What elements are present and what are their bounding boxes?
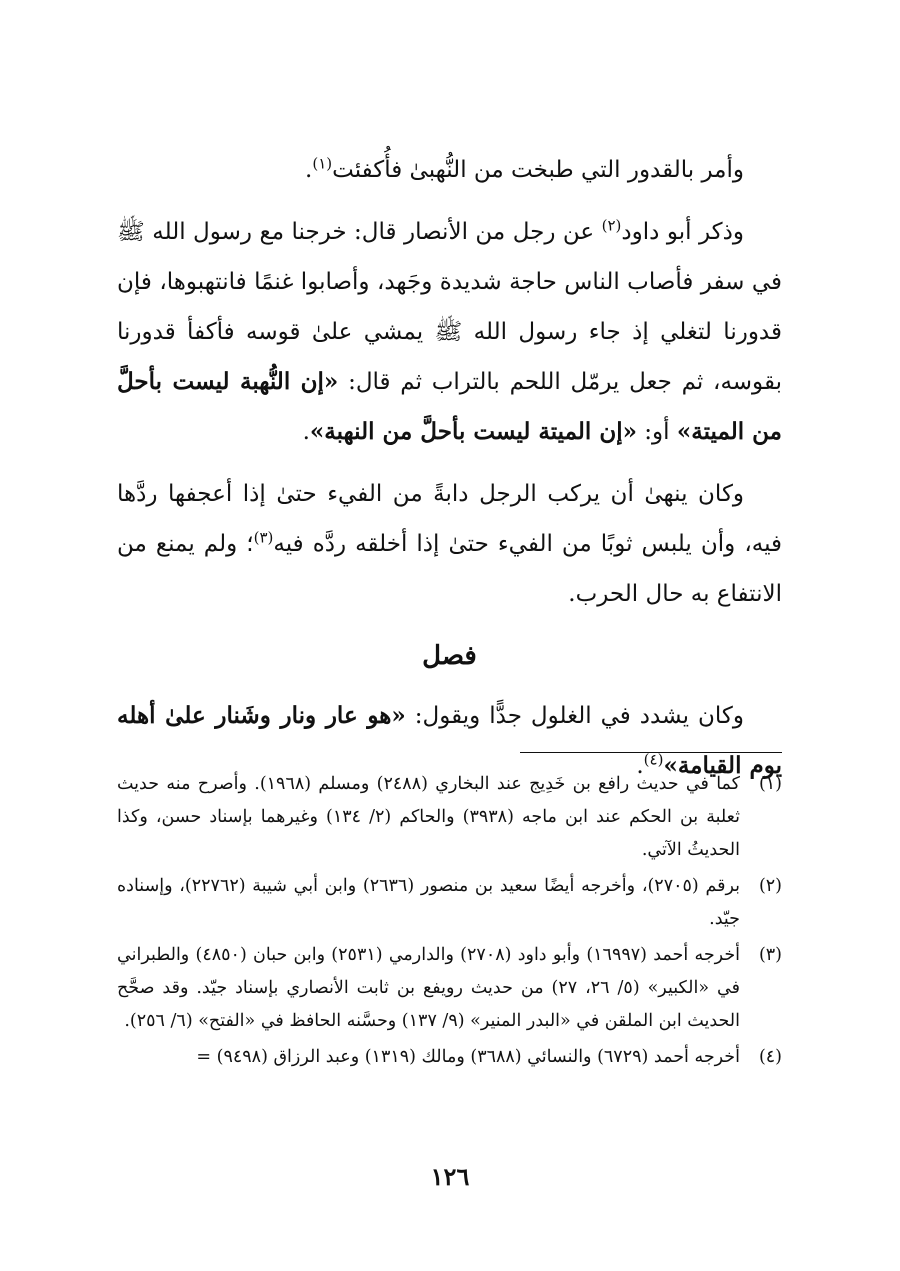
- footnote-text: كما في حديث رافع بن خَدِيج عند البخاري (٢٤٨٨) ومسلم (١٩٦٨). وأصرح منه حديث ثعلبة بن الحكم عند ابن ماجه (٣٩٣٨) والحاكم (٢/ ١٣٤) وغيرهما بإسناد حسن، وكذا الحديثُ الآتي.: [117, 774, 740, 860]
- paragraph-2-text: عن رجل من الأنصار قال: خرجنا مع رسول الله ﷺ في سفر فأصاب الناس حاجة شديدة وجَهد، وأصابوا غنمًا فانتهبوها، فإن قدورنا لتغلي إذ جاء رسول الله ﷺ يمشي علىٰ قوسه فأكفأ قدورنا بقوسه، ثم جعل يرمّل اللحم بالتراب ثم قال:: [117, 219, 782, 395]
- paragraph-1-end: .: [305, 157, 313, 183]
- paragraph-2-end: .: [302, 419, 310, 445]
- paragraph-4-text: وكان يشدد في الغلول جدًّا ويقول:: [405, 703, 744, 729]
- footnote-number: (٢): [758, 876, 782, 896]
- paragraph-1-text: وأمر بالقدور التي طبخت من النُّهبىٰ فأُكفئت: [332, 157, 744, 183]
- footnote-ref-4: (٤): [643, 750, 664, 769]
- paragraph-2-or: أو:: [637, 419, 677, 445]
- hadith-quote-2: «إن الميتة ليست بأحلَّ من النهبة»: [309, 418, 637, 445]
- page-number: ١٢٦: [430, 1162, 470, 1191]
- footnote-item: [117, 939, 782, 1038]
- main-text: [117, 145, 782, 791]
- footnote-number: (٣): [758, 945, 782, 965]
- footnote-ref-2: (٢): [601, 216, 622, 235]
- paragraph-1: [117, 145, 782, 195]
- footnote-item: [117, 1041, 782, 1074]
- footnote-text: أخرجه أحمد (١٦٩٩٧) وأبو داود (٢٧٠٨) والدارمي (٢٥٣١) وابن حبان (٤٨٥٠) والطبراني في «الكبير» (٥/ ٢٦، ٢٧) من حديث رويفع بن ثابت الأنصاري بإسناد جيّد. وقد صحَّح الحديث ابن الملقن في «البدر المنير» (٩/ ١٣٧) وحسَّنه الحافظ في «الفتح» (٦/ ٢٥٦).: [117, 945, 740, 1031]
- footnote-item: [117, 768, 782, 867]
- footnote-number: (١): [758, 774, 782, 794]
- section-heading: فصل: [422, 641, 477, 671]
- paragraph-2-lead: وذكر أبو داود: [621, 219, 744, 245]
- paragraph-3-text: وكان ينهىٰ أن يركب الرجل دابةً من الفيء حتىٰ إذا أعجفها ردَّها فيه، وأن يلبس ثوبًا من الفيء حتىٰ إذا أخلقه ردَّه فيه: [117, 481, 783, 557]
- footnote-separator: [520, 752, 782, 753]
- footnotes: [117, 768, 782, 1077]
- paragraph-4-end: .: [636, 753, 644, 779]
- footnote-number: (٤): [758, 1047, 782, 1067]
- paragraph-3: [117, 469, 782, 619]
- hadith-quote-3: «هو عار ونار وشَنار علىٰ أهله يوم القيامة»: [117, 702, 782, 779]
- hadith-quote-1: «إن النُّهبة ليست بأحلَّ من الميتة»: [117, 368, 782, 445]
- footnote-text: برقم (٢٧٠٥)، وأخرجه أيضًا سعيد بن منصور (٢٦٣٦) وابن أبي شيبة (٢٢٧٦٢)، وإسناده جيّد.: [117, 876, 740, 929]
- paragraph-3-tail: ؛ ولم يمنع من الانتفاع به حال الحرب.: [117, 531, 782, 607]
- footnote-text: أخرجه أحمد (٦٧٢٩) والنسائي (٣٦٨٨) ومالك (١٣١٩) وعبد الرزاق (٩٤٩٨) =: [196, 1047, 740, 1067]
- footnote-item: [117, 870, 782, 936]
- footnote-ref-3: (٣): [253, 528, 274, 547]
- paragraph-2: [117, 207, 782, 457]
- footnote-ref-1: (١): [312, 154, 333, 173]
